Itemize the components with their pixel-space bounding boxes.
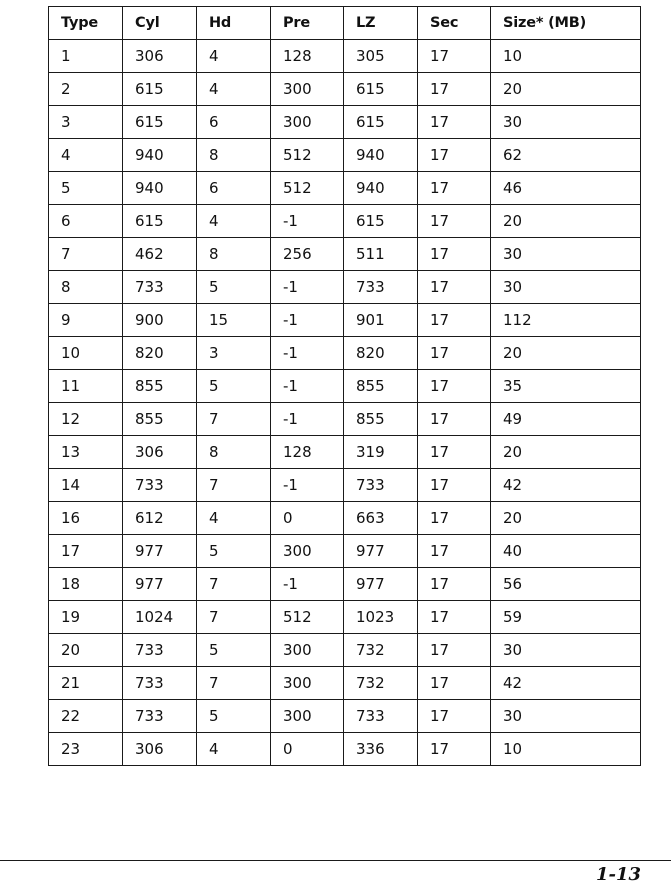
footer-rule [0,860,671,861]
cell-type: 11 [49,370,123,403]
cell-cyl: 615 [123,73,197,106]
cell-lz: 732 [344,634,418,667]
cell-type: 4 [49,139,123,172]
cell-sec: 17 [418,535,491,568]
cell-pre: -1 [271,568,344,601]
cell-lz: 733 [344,271,418,304]
cell-hd: 3 [197,337,271,370]
cell-hd: 4 [197,40,271,73]
cell-sec: 17 [418,139,491,172]
cell-pre: 0 [271,733,344,766]
cell-size: 42 [491,667,641,700]
cell-sec: 17 [418,271,491,304]
cell-sec: 17 [418,667,491,700]
cell-hd: 6 [197,106,271,139]
cell-lz: 940 [344,139,418,172]
cell-pre: -1 [271,205,344,238]
cell-hd: 4 [197,73,271,106]
cell-sec: 17 [418,436,491,469]
header-hd: Hd [197,7,271,40]
table-row [49,337,641,370]
cell-sec: 17 [418,73,491,106]
cell-cyl: 733 [123,700,197,733]
cell-size: 46 [491,172,641,205]
cell-size: 112 [491,304,641,337]
cell-size: 20 [491,337,641,370]
cell-pre: 128 [271,40,344,73]
cell-type: 3 [49,106,123,139]
header-cyl: Cyl [123,7,197,40]
cell-pre: 300 [271,634,344,667]
cell-pre: -1 [271,370,344,403]
cell-pre: 512 [271,601,344,634]
cell-lz: 940 [344,172,418,205]
cell-size: 20 [491,436,641,469]
table-body [49,40,641,766]
cell-cyl: 615 [123,106,197,139]
cell-hd: 5 [197,370,271,403]
cell-pre: 300 [271,667,344,700]
cell-sec: 17 [418,172,491,205]
cell-lz: 511 [344,238,418,271]
cell-size: 56 [491,568,641,601]
cell-sec: 17 [418,601,491,634]
cell-pre: -1 [271,337,344,370]
cell-cyl: 733 [123,667,197,700]
cell-hd: 4 [197,205,271,238]
cell-size: 62 [491,139,641,172]
cell-lz: 820 [344,337,418,370]
cell-cyl: 977 [123,568,197,601]
cell-hd: 5 [197,535,271,568]
cell-type: 8 [49,271,123,304]
table-row [49,601,641,634]
cell-sec: 17 [418,370,491,403]
cell-hd: 7 [197,403,271,436]
cell-lz: 855 [344,370,418,403]
header-size: Size* (MB) [491,7,641,40]
cell-size: 10 [491,40,641,73]
cell-hd: 4 [197,733,271,766]
table-header-row [49,7,641,40]
cell-hd: 6 [197,172,271,205]
cell-sec: 17 [418,469,491,502]
cell-type: 19 [49,601,123,634]
cell-type: 16 [49,502,123,535]
table-row [49,502,641,535]
cell-hd: 7 [197,568,271,601]
table-row [49,370,641,403]
table-row [49,535,641,568]
table-row [49,700,641,733]
cell-size: 20 [491,73,641,106]
cell-lz: 615 [344,106,418,139]
header-lz: LZ [344,7,418,40]
cell-type: 12 [49,403,123,436]
table-row [49,403,641,436]
cell-lz: 732 [344,667,418,700]
cell-cyl: 612 [123,502,197,535]
cell-type: 17 [49,535,123,568]
drive-type-table [48,6,641,766]
table-row [49,271,641,304]
table-row [49,40,641,73]
cell-sec: 17 [418,502,491,535]
cell-lz: 733 [344,700,418,733]
cell-hd: 4 [197,502,271,535]
table-row [49,568,641,601]
cell-cyl: 733 [123,469,197,502]
cell-lz: 615 [344,73,418,106]
cell-cyl: 855 [123,370,197,403]
cell-lz: 901 [344,304,418,337]
cell-hd: 5 [197,700,271,733]
cell-cyl: 1024 [123,601,197,634]
table-row [49,172,641,205]
cell-cyl: 306 [123,733,197,766]
cell-lz: 305 [344,40,418,73]
cell-lz: 336 [344,733,418,766]
cell-size: 40 [491,535,641,568]
cell-type: 5 [49,172,123,205]
cell-sec: 17 [418,40,491,73]
cell-type: 10 [49,337,123,370]
table-row [49,304,641,337]
cell-hd: 7 [197,667,271,700]
cell-type: 14 [49,469,123,502]
cell-pre: 512 [271,139,344,172]
cell-sec: 17 [418,205,491,238]
cell-sec: 17 [418,403,491,436]
cell-size: 49 [491,403,641,436]
cell-type: 1 [49,40,123,73]
cell-hd: 8 [197,238,271,271]
cell-lz: 1023 [344,601,418,634]
cell-type: 13 [49,436,123,469]
cell-cyl: 855 [123,403,197,436]
cell-type: 21 [49,667,123,700]
table-row [49,634,641,667]
cell-sec: 17 [418,238,491,271]
cell-cyl: 733 [123,634,197,667]
table-row [49,205,641,238]
cell-cyl: 306 [123,40,197,73]
cell-size: 59 [491,601,641,634]
cell-size: 30 [491,700,641,733]
cell-type: 7 [49,238,123,271]
cell-lz: 977 [344,535,418,568]
cell-sec: 17 [418,304,491,337]
cell-sec: 17 [418,106,491,139]
cell-lz: 319 [344,436,418,469]
cell-pre: 300 [271,535,344,568]
cell-pre: -1 [271,271,344,304]
cell-hd: 7 [197,601,271,634]
table-row [49,139,641,172]
cell-type: 6 [49,205,123,238]
cell-lz: 733 [344,469,418,502]
cell-pre: 300 [271,106,344,139]
cell-type: 9 [49,304,123,337]
cell-size: 30 [491,634,641,667]
cell-cyl: 940 [123,139,197,172]
cell-pre: 300 [271,73,344,106]
table-row [49,106,641,139]
cell-size: 20 [491,502,641,535]
cell-sec: 17 [418,568,491,601]
cell-sec: 17 [418,733,491,766]
header-pre: Pre [271,7,344,40]
cell-cyl: 306 [123,436,197,469]
cell-pre: -1 [271,304,344,337]
cell-type: 23 [49,733,123,766]
header-type: Type [49,7,123,40]
header-sec: Sec [418,7,491,40]
cell-lz: 663 [344,502,418,535]
cell-pre: 512 [271,172,344,205]
cell-size: 35 [491,370,641,403]
cell-size: 20 [491,205,641,238]
table-row [49,667,641,700]
cell-cyl: 820 [123,337,197,370]
table-row [49,733,641,766]
cell-cyl: 977 [123,535,197,568]
cell-hd: 5 [197,634,271,667]
cell-size: 30 [491,271,641,304]
cell-size: 30 [491,238,641,271]
cell-cyl: 615 [123,205,197,238]
cell-sec: 17 [418,700,491,733]
cell-type: 22 [49,700,123,733]
cell-hd: 7 [197,469,271,502]
cell-cyl: 733 [123,271,197,304]
cell-pre: 0 [271,502,344,535]
table-row [49,436,641,469]
cell-hd: 8 [197,139,271,172]
cell-lz: 977 [344,568,418,601]
table-row [49,238,641,271]
cell-hd: 5 [197,271,271,304]
cell-size: 10 [491,733,641,766]
cell-sec: 17 [418,337,491,370]
cell-type: 2 [49,73,123,106]
cell-cyl: 462 [123,238,197,271]
cell-hd: 15 [197,304,271,337]
cell-lz: 855 [344,403,418,436]
cell-pre: 256 [271,238,344,271]
cell-cyl: 900 [123,304,197,337]
cell-size: 42 [491,469,641,502]
cell-type: 20 [49,634,123,667]
table-row [49,469,641,502]
cell-hd: 8 [197,436,271,469]
cell-pre: -1 [271,469,344,502]
cell-cyl: 940 [123,172,197,205]
cell-sec: 17 [418,634,491,667]
page-number: 1-13 [595,864,641,885]
cell-type: 18 [49,568,123,601]
cell-pre: -1 [271,403,344,436]
cell-size: 30 [491,106,641,139]
table-row [49,73,641,106]
cell-pre: 128 [271,436,344,469]
cell-lz: 615 [344,205,418,238]
cell-pre: 300 [271,700,344,733]
